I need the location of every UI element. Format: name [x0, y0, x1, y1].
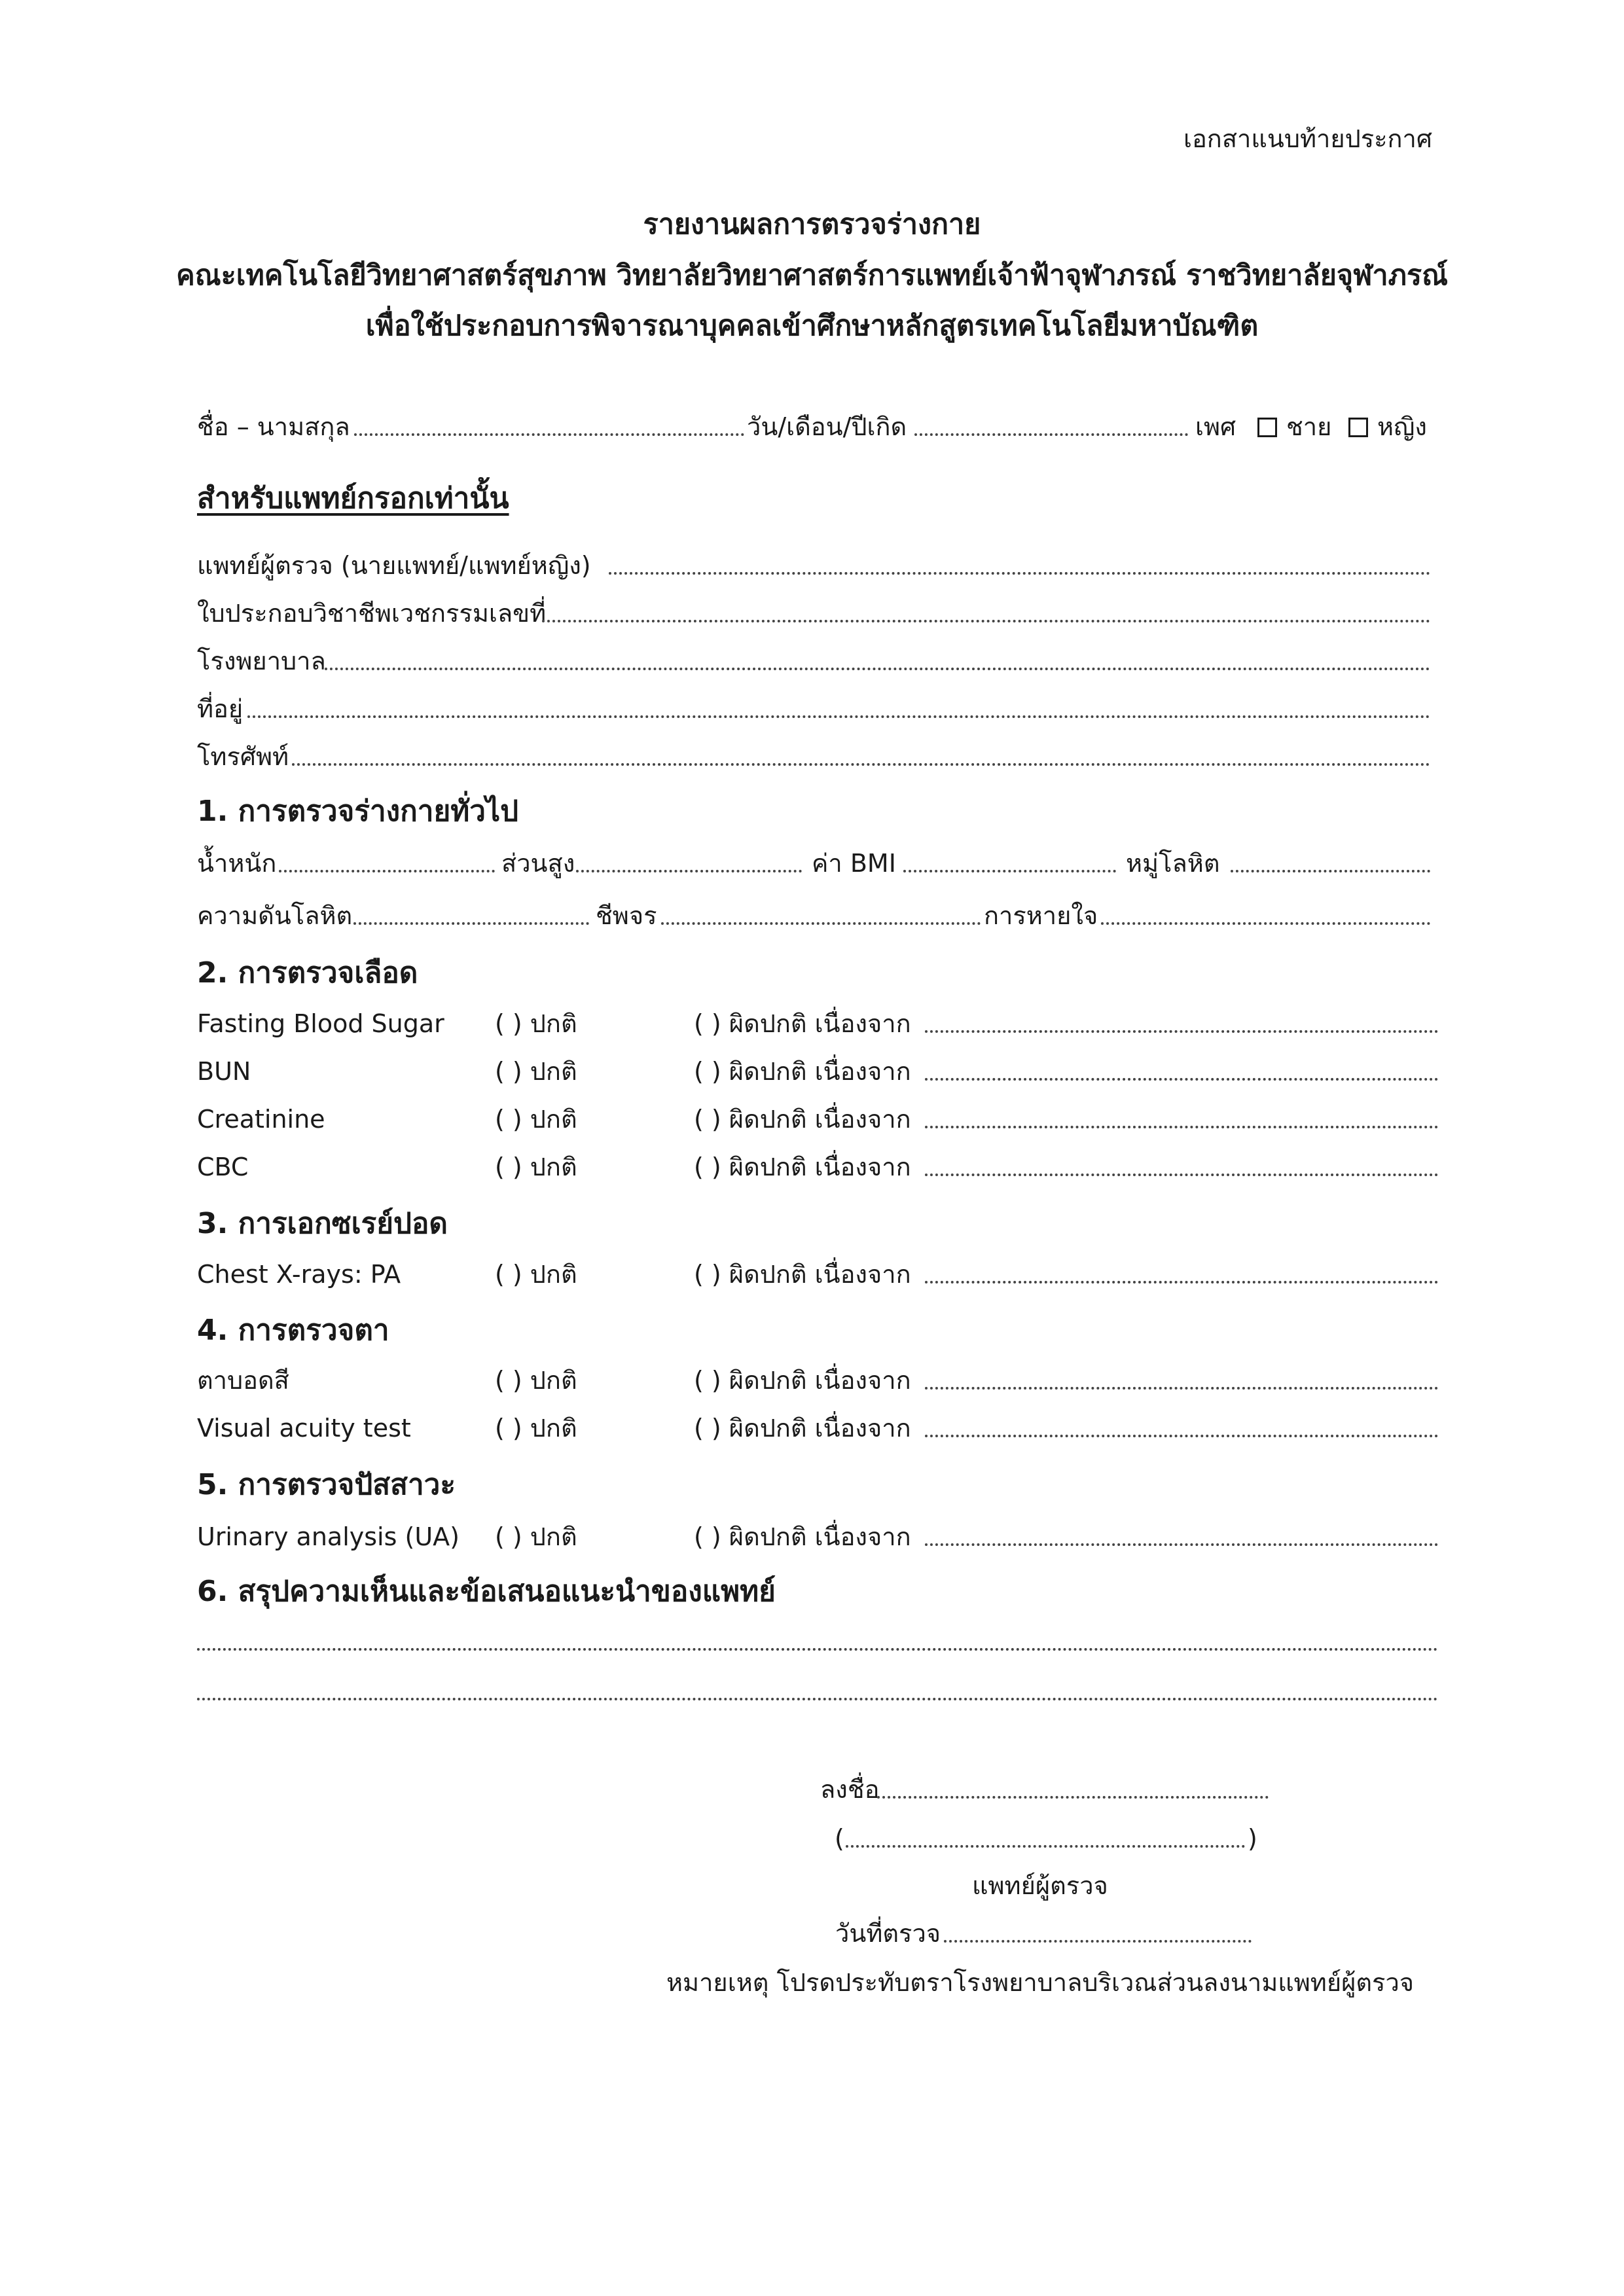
blood-test-heading: 2. การตรวจเลือด [197, 956, 418, 990]
test-name: CBC [197, 1153, 249, 1181]
sex-female-option[interactable] [1348, 414, 1427, 439]
abnormal-reason-field[interactable] [925, 1030, 1438, 1033]
test-row [0, 1416, 1624, 1455]
sex-male-option[interactable] [1257, 414, 1331, 439]
normal-option[interactable]: ( ) ปกติ [495, 1057, 577, 1086]
abnormal-reason-field[interactable] [925, 1435, 1438, 1437]
test-name: BUN [197, 1057, 251, 1086]
address-label: ที่อยู่ [197, 694, 244, 723]
normal-option[interactable]: ( ) ปกติ [495, 1366, 577, 1395]
summary-heading: 6. สรุปความเห็นและข้อเสนอแนะนำของแพทย์ [197, 1575, 776, 1608]
abnormal-reason-field[interactable] [925, 1126, 1438, 1128]
license-label: ใบประกอบวิชาชีพเวชกรรมเลขที่ [197, 599, 547, 628]
weight-field[interactable] [279, 870, 495, 872]
purpose-line: เพื่อใช้ประกอบการพิจารณาบุคคลเข้าศึกษาหลักสูตรเทคโนโลยีมหาบัณฑิต [365, 310, 1259, 342]
test-name: Visual acuity test [197, 1414, 411, 1443]
abnormal-option[interactable]: ( ) ผิดปกติ เนื่องจาก [694, 1260, 911, 1289]
pulse-label: ชีพจร [596, 901, 657, 930]
abnormal-option[interactable]: ( ) ผิดปกติ เนื่องจาก [694, 1105, 911, 1134]
printed-name-field[interactable] [846, 1845, 1245, 1848]
doctor-label: แพทย์ผู้ตรวจ (นายแพทย์/แพทย์หญิง) [197, 551, 591, 580]
abnormal-option[interactable]: ( ) ผิดปกติ เนื่องจาก [694, 1366, 911, 1395]
normal-option[interactable]: ( ) ปกติ [495, 1260, 577, 1289]
sex-label: เพศ [1195, 412, 1236, 441]
address-field[interactable] [247, 715, 1430, 718]
urine-exam-heading: 5. การตรวจปัสสาวะ [197, 1468, 456, 1501]
dob-label: วัน/เดือน/ปีเกิด [747, 412, 907, 441]
name-field[interactable] [354, 433, 744, 436]
form-title: รายงานผลการตรวจร่างกาย [643, 208, 981, 241]
doctor-role: แพทย์ผู้ตรวจ [972, 1871, 1108, 1900]
bp-field[interactable] [353, 922, 589, 925]
abnormal-option[interactable]: ( ) ผิดปกติ เนื่องจาก [694, 1057, 911, 1086]
test-row [0, 1155, 1624, 1194]
female-label: หญิง [1377, 412, 1427, 441]
exam-date-field[interactable] [944, 1940, 1252, 1943]
summary-line-2[interactable] [197, 1698, 1438, 1700]
dob-field[interactable] [914, 433, 1188, 436]
hospital-field[interactable] [325, 668, 1430, 670]
normal-option[interactable]: ( ) ปกติ [495, 1105, 577, 1134]
abnormal-reason-field[interactable] [925, 1078, 1438, 1081]
normal-option[interactable]: ( ) ปกติ [495, 1153, 577, 1181]
test-name: Chest X-rays: PA [197, 1260, 401, 1289]
blood-group-field[interactable] [1231, 870, 1430, 872]
male-label: ชาย [1286, 412, 1332, 441]
close-paren: ) [1248, 1824, 1257, 1853]
respiration-label: การหายใจ [984, 901, 1098, 930]
female-checkbox[interactable] [1348, 418, 1368, 437]
phone-field[interactable] [292, 763, 1430, 766]
bp-label: ความดันโลหิต [197, 901, 353, 930]
sign-label: ลงชื่อ [820, 1775, 880, 1804]
test-row [0, 1524, 1624, 1564]
hospital-label: โรงพยาบาล [197, 647, 326, 675]
blood-group-label: หมู่โลหิต [1126, 849, 1220, 878]
attachment-note: เอกสาแนบท้ายประกาศ [1183, 124, 1432, 153]
phone-label: โทรศัพท์ [197, 742, 289, 771]
exam-date-label: วันที่ตรวจ [835, 1919, 941, 1948]
faculty-line: คณะเทคโนโลยีวิทยาศาสตร์สุขภาพ วิทยาลัยวิทยาศาสตร์การแพทย์เจ้าฟ้าจุฬาภรณ์ ราชวิทยาลัยจุฬาภรณ์ [176, 259, 1448, 292]
test-name: ตาบอดสี [197, 1366, 289, 1395]
signature-field[interactable] [877, 1796, 1269, 1799]
doctor-field[interactable] [609, 572, 1430, 575]
respiration-field[interactable] [1101, 922, 1430, 925]
abnormal-option[interactable]: ( ) ผิดปกติ เนื่องจาก [694, 1522, 911, 1551]
test-row [0, 1368, 1624, 1407]
bmi-field[interactable] [903, 870, 1116, 872]
test-row [0, 1011, 1624, 1050]
normal-option[interactable]: ( ) ปกติ [495, 1414, 577, 1443]
pulse-field[interactable] [661, 922, 981, 925]
bmi-label: ค่า BMI [812, 849, 896, 878]
test-row [0, 1262, 1624, 1301]
summary-line-1[interactable] [197, 1648, 1438, 1651]
height-label: ส่วนสูง [501, 849, 575, 878]
abnormal-reason-field[interactable] [925, 1281, 1438, 1283]
normal-option[interactable]: ( ) ปกติ [495, 1522, 577, 1551]
abnormal-reason-field[interactable] [925, 1174, 1438, 1176]
abnormal-option[interactable]: ( ) ผิดปกติ เนื่องจาก [694, 1009, 911, 1038]
normal-option[interactable]: ( ) ปกติ [495, 1009, 577, 1038]
height-field[interactable] [576, 870, 802, 872]
license-field[interactable] [542, 620, 1430, 622]
general-exam-heading: 1. การตรวจร่างกายทั่วไป [197, 795, 519, 828]
doctor-only-heading: สำหรับแพทย์กรอกเท่านั้น [197, 482, 509, 515]
test-row [0, 1107, 1624, 1146]
eye-exam-heading: 4. การตรวจตา [197, 1314, 389, 1347]
weight-label: น้ำหนัก [197, 849, 277, 878]
chest-xray-heading: 3. การเอกซเรย์ปอด [197, 1207, 448, 1240]
male-checkbox[interactable] [1257, 418, 1277, 437]
stamp-note: หมายเหตุ โปรดประทับตราโรงพยาบาลบริเวณส่วนลงนามแพทย์ผู้ตรวจ [666, 1968, 1415, 1997]
abnormal-reason-field[interactable] [925, 1543, 1438, 1546]
open-paren: ( [835, 1824, 844, 1853]
test-name: Urinary analysis (UA) [197, 1522, 460, 1551]
abnormal-reason-field[interactable] [925, 1387, 1438, 1390]
test-name: Fasting Blood Sugar [197, 1009, 444, 1038]
test-name: Creatinine [197, 1105, 325, 1134]
test-row [0, 1059, 1624, 1098]
name-label: ชื่อ – นามสกุล [197, 412, 350, 441]
abnormal-option[interactable]: ( ) ผิดปกติ เนื่องจาก [694, 1153, 911, 1181]
abnormal-option[interactable]: ( ) ผิดปกติ เนื่องจาก [694, 1414, 911, 1443]
